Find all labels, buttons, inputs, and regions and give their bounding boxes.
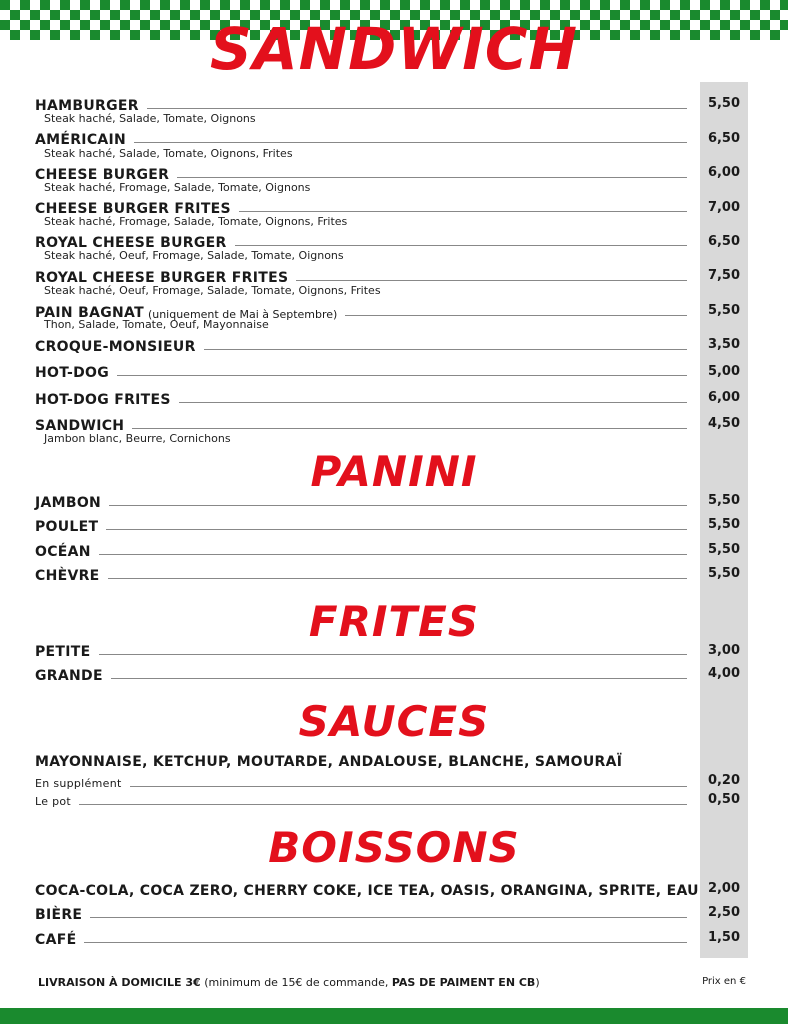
- leader-line: [90, 917, 687, 918]
- footer-paren: ): [535, 976, 540, 989]
- leader-line: [132, 428, 687, 429]
- section-title-boissons: BOISSONS: [268, 823, 520, 872]
- item-name: HOT-DOG FRITES: [35, 392, 171, 408]
- item-price: 5,50: [707, 303, 741, 318]
- item-name: En supplément: [35, 777, 122, 790]
- menu-item-poulet: [35, 515, 687, 535]
- item-name: CHEESE BURGER FRITES: [35, 201, 231, 217]
- leader-line: [179, 402, 687, 403]
- menu-item-cafe: [35, 928, 687, 948]
- item-name: JAMBON: [35, 495, 102, 511]
- item-name: OCÉAN: [35, 544, 91, 560]
- delivery-label: LIVRAISON À DOMICILE 3€: [38, 976, 201, 989]
- sauce-supplement: [35, 774, 687, 790]
- item-name: AMÉRICAIN: [35, 132, 127, 148]
- bottom-green-bar: [0, 1008, 788, 1024]
- item-description: Thon, Salade, Tomate, Oeuf, Mayonnaise: [44, 318, 269, 331]
- item-name: HOT-DOG: [35, 365, 110, 381]
- menu-item-hot-dog: [35, 361, 687, 381]
- item-price: 5,50: [707, 542, 741, 557]
- section-title-frites: FRITES: [308, 597, 480, 646]
- item-price: 5,50: [707, 96, 741, 111]
- section-title-sandwich: SANDWICH: [209, 15, 578, 83]
- menu-item-cheese-burger: [35, 163, 687, 183]
- leader-line: [177, 177, 687, 178]
- leader-line: [106, 529, 687, 530]
- item-name: BIÈRE: [35, 907, 83, 923]
- item-price: 1,50: [707, 930, 741, 945]
- item-description: Steak haché, Oeuf, Fromage, Salade, Tomate, Oignons, Frites: [44, 284, 381, 297]
- item-price: 5,50: [707, 493, 741, 508]
- leader-line: [204, 349, 687, 350]
- item-name: GRANDE: [35, 668, 103, 684]
- item-price: 4,00: [707, 666, 741, 681]
- leader-line: [134, 142, 687, 143]
- item-price: 2,50: [707, 905, 741, 920]
- leader-line: [239, 211, 687, 212]
- menu-item-grande: [35, 664, 687, 684]
- sauce-pot: [35, 792, 687, 808]
- item-price: 2,00: [707, 881, 741, 896]
- item-description: Steak haché, Fromage, Salade, Tomate, Oignons: [44, 181, 311, 194]
- leader-line: [117, 375, 687, 376]
- item-price: 3,50: [707, 337, 741, 352]
- item-price: 5,50: [707, 517, 741, 532]
- item-name: COCA-COLA, COCA ZERO, CHERRY COKE, ICE TEA, OASIS, ORANGINA, SPRITE, EAU: [35, 883, 699, 899]
- item-price: 3,00: [707, 643, 741, 658]
- currency-note: Prix en €: [702, 976, 746, 987]
- item-name: SANDWICH: [35, 418, 125, 434]
- menu-item-cheese-burger-frites: [35, 197, 687, 217]
- menu-item-hot-dog-frites: [35, 388, 687, 408]
- item-name: ROYAL CHEESE BURGER: [35, 235, 227, 251]
- menu-item-biere: [35, 903, 687, 923]
- item-price: 5,50: [707, 566, 741, 581]
- leader-line: [345, 315, 687, 316]
- menu-item-chevre: [35, 564, 687, 584]
- item-name: POULET: [35, 519, 99, 535]
- item-description: Steak haché, Fromage, Salade, Tomate, Oignons, Frites: [44, 215, 348, 228]
- item-price: 0,20: [707, 773, 741, 788]
- menu-item-royal-cheese-burger: [35, 231, 687, 251]
- leader-line: [99, 554, 687, 555]
- sauce-list: MAYONNAISE, KETCHUP, MOUTARDE, ANDALOUSE, BLANCHE, SAMOURAÏ: [35, 754, 623, 770]
- item-name: PETITE: [35, 644, 91, 660]
- item-name: ROYAL CHEESE BURGER FRITES: [35, 270, 289, 286]
- item-name: CHEESE BURGER: [35, 167, 170, 183]
- leader-line: [84, 942, 687, 943]
- item-name: CAFÉ: [35, 932, 77, 948]
- item-price: 6,50: [707, 234, 741, 249]
- leader-line: [79, 804, 687, 805]
- item-price: 0,50: [707, 792, 741, 807]
- item-note: (uniquement de Mai à Septembre): [147, 308, 338, 321]
- leader-line: [111, 678, 687, 679]
- item-price: 4,50: [707, 416, 741, 431]
- leader-line: [109, 505, 687, 506]
- item-name: CHÈVRE: [35, 568, 100, 584]
- menu-item-hamburger: [35, 94, 687, 114]
- section-title-sauces: SAUCES: [298, 697, 490, 746]
- item-name: Le pot: [35, 795, 72, 808]
- item-description: Steak haché, Salade, Tomate, Oignons, Frites: [44, 147, 293, 160]
- item-description: Jambon blanc, Beurre, Cornichons: [44, 432, 231, 445]
- item-price: 6,00: [707, 165, 741, 180]
- item-price: 5,00: [707, 364, 741, 379]
- menu-item-croque-monsieur: [35, 335, 687, 355]
- menu-item-petite: [35, 640, 687, 660]
- item-name: CROQUE-MONSIEUR: [35, 339, 196, 355]
- item-description: Steak haché, Oeuf, Fromage, Salade, Tomate, Oignons: [44, 249, 344, 262]
- leader-line: [235, 245, 687, 246]
- leader-line: [296, 280, 687, 281]
- leader-line: [99, 654, 688, 655]
- menu-item-americain: [35, 128, 687, 148]
- item-price: 7,50: [707, 268, 741, 283]
- no-card-notice: PAS DE PAIMENT EN CB: [391, 976, 536, 989]
- item-price: 6,50: [707, 131, 741, 146]
- menu-item-royal-cheese-burger-frites: [35, 266, 687, 286]
- leader-line: [130, 786, 687, 787]
- item-price: 6,00: [707, 390, 741, 405]
- menu-item-softs: [35, 879, 699, 899]
- leader-line: [108, 578, 687, 579]
- delivery-footer: [38, 976, 540, 989]
- delivery-minimum: (minimum de 15€ de commande,: [204, 976, 389, 989]
- item-description: Steak haché, Salade, Tomate, Oignons: [44, 112, 256, 125]
- menu-item-sandwich: [35, 414, 687, 434]
- section-title-panini: PANINI: [310, 447, 478, 496]
- menu-item-jambon: [35, 491, 687, 511]
- item-name: PAIN BAGNAT: [35, 305, 144, 321]
- leader-line: [147, 108, 687, 109]
- menu-item-ocean: [35, 540, 687, 560]
- item-price: 7,00: [707, 200, 741, 215]
- item-name: HAMBURGER: [35, 98, 139, 114]
